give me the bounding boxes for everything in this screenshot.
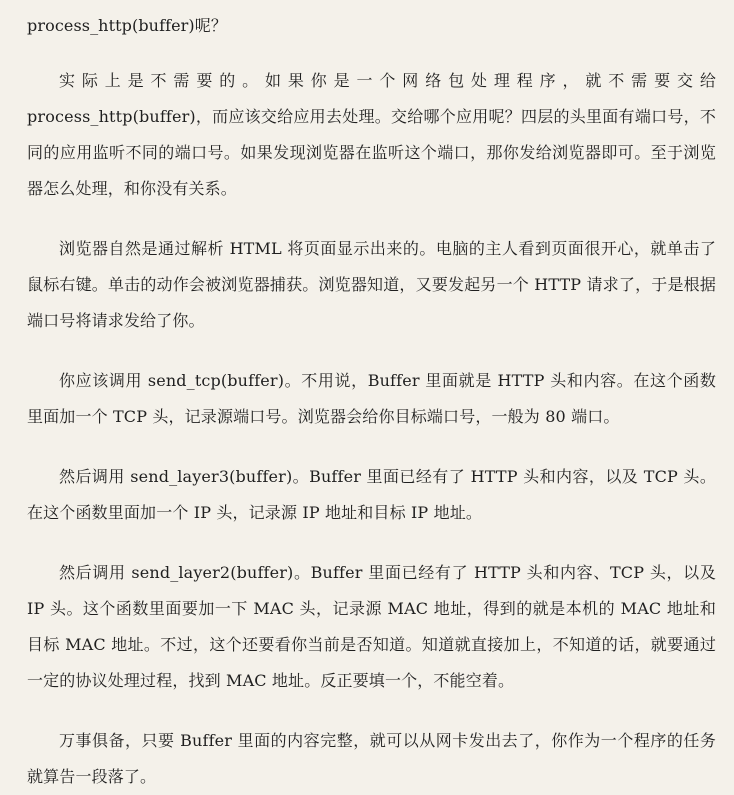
paragraph-1: 实际上是不需要的。如果你是一个网络包处理程序，就不需要交给 process_http(buffer)，而应该交给应用去处理。交给哪个应用呢？四层的头里面有端口号，不同的应用监听不同的端口号。如果发现浏览器在监听这个端口，那你发给浏览器即可。至于浏览器怎么处理，和你没有关系。 [27,71,716,198]
paragraph-6: 万事俱备，只要 Buffer 里面的内容完整，就可以从网卡发出去了，你作为一个程序的任务就算告一段落了。 [27,731,716,786]
paragraph-4: 然后调用 send_layer3(buffer)。Buffer 里面已经有了 HTTP 头和内容，以及 TCP 头。在这个函数里面加一个 IP 头，记录源 IP 地址和目标 IP 地址。 [27,467,716,522]
paragraph-2: 浏览器自然是通过解析 HTML 将页面显示出来的。电脑的主人看到页面很开心，就单击了鼠标右键。单击的动作会被浏览器捕获。浏览器知道，又要发起另一个 HTTP 请求了，于是根据端口号将请求发给了你。 [27,239,716,330]
paragraph-5: 然后调用 send_layer2(buffer)。Buffer 里面已经有了 HTTP 头和内容、TCP 头，以及 IP 头。这个函数里面要加一下 MAC 头，记录源 MAC 地址，得到的就是本机的 MAC 地址和目标 MAC 地址。不过，这个还要看你当前是否知道。知道就直接加上，不知道的话，就要通过一定的协议处理过程，找到 MAC 地址。反正要填一个，不能空着。 [27,563,716,690]
paragraph-3: 你应该调用 send_tcp(buffer)。不用说，Buffer 里面就是 HTTP 头和内容。在这个函数里面加一个 TCP 头，记录源端口号。浏览器会给你目标端口号，一般为 80 端口。 [27,371,716,426]
lead-line: process_http(buffer)呢？ [27,16,227,35]
